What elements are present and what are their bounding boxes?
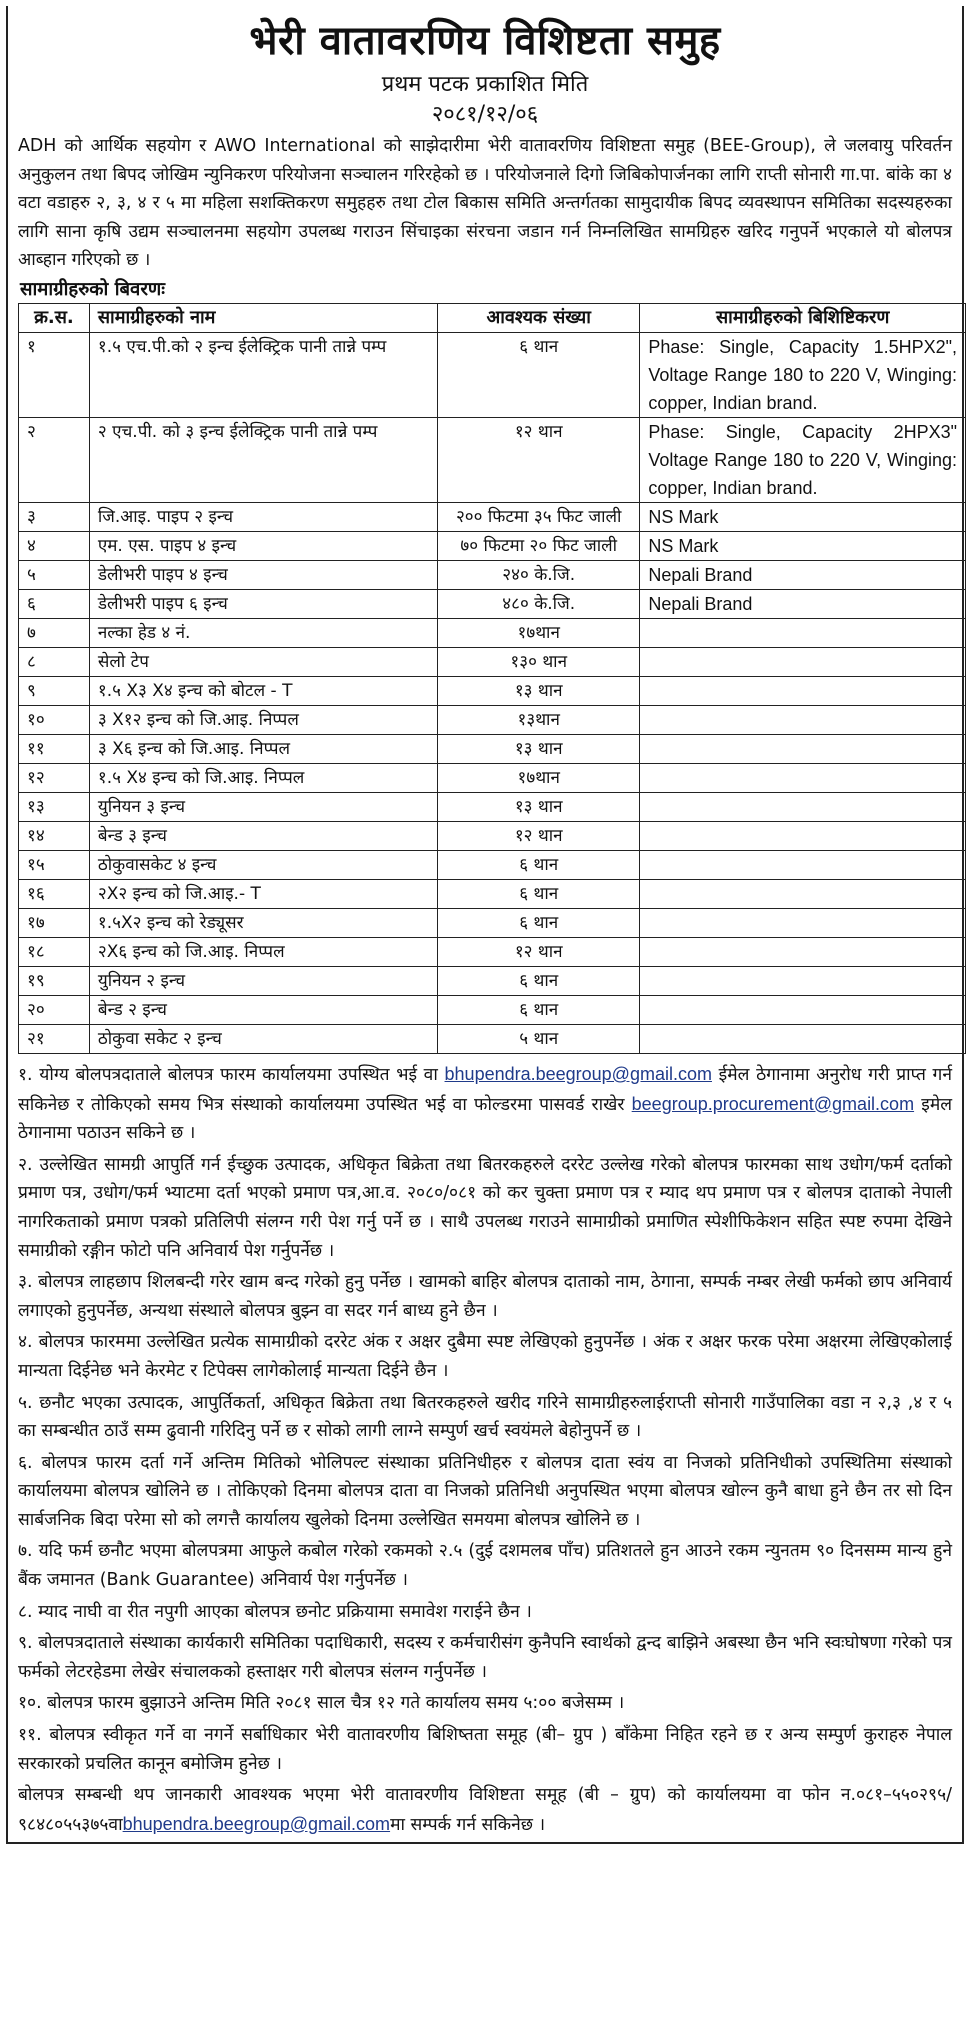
cell-sn: ११ <box>19 734 90 763</box>
cell-item-name: सेलो टेप <box>89 647 437 676</box>
cell-quantity: ६ थान <box>438 332 640 417</box>
cell-quantity: १३० थान <box>438 647 640 676</box>
cell-item-name: ३ X१२ इन्च को जि.आइ. निप्पल <box>89 705 437 734</box>
cell-specification <box>640 1024 966 1053</box>
cell-quantity: १३ थान <box>438 734 640 763</box>
cell-sn: १६ <box>19 879 90 908</box>
cell-sn: १ <box>19 332 90 417</box>
notes-section <box>8 1054 962 1839</box>
table-header-row <box>19 303 966 332</box>
cell-item-name: जि.आइ. पाइप २ इन्च <box>89 502 437 531</box>
cell-sn: १४ <box>19 821 90 850</box>
cell-sn: १३ <box>19 792 90 821</box>
table-row <box>19 821 966 850</box>
table-row <box>19 937 966 966</box>
col-header-qty: आवश्यक संख्या <box>438 303 640 332</box>
cell-sn: १८ <box>19 937 90 966</box>
contact-note <box>18 1781 952 1839</box>
cell-item-name: २X६ इन्च को जि.आइ. निप्पल <box>89 937 437 966</box>
table-row <box>19 763 966 792</box>
note-3: ३. बोलपत्र लाहछाप शिलबन्दी गरेर खाम बन्द गरेको हुनु पर्नेछ । खामको बाहिर बोलपत्र दाताको नाम, ठेगाना, सम्पर्क नम्बर लेखी फर्मको छाप अनिवार्य लगाएको हुनुपर्नेछ, अन्यथा संस्थाले बोलपत्र बुझ्न वा सदर गर्न बाध्य हुने छैन । <box>18 1272 952 1321</box>
email-link-procurement[interactable]: beegroup.procurement@gmail.com <box>631 1093 915 1114</box>
cell-quantity: ६ थान <box>438 995 640 1024</box>
cell-specification <box>640 879 966 908</box>
note-2: २. उल्लेखित सामग्री आपुर्ति गर्न ईच्छुक उत्पादक, अधिकृत बिक्रेता तथा बितरकहरुले दररेट उल्लेख गरेको बोलपत्र फारमका साथ उधोग/फर्म दर्ताको प्रमाण पत्र, उधोग/फर्म भ्याटमा दर्ता भएको प्रमाण पत्र,आ.व. २०८०/०८१ को कर चुक्ता प्रमाण पत्र र म्याद थप प्रमाण पत्र र बोलपत्र दाताको नेपाली नागरिकताको प्रमाण पत्रको प्रतिलिपी संलग्न गरी पेश गर्नु पर्ने छ । साथै उपलब्ध गराउने सामाग्रीको प्रमाणित स्पेशीफिकेशन सहित स्पष्ट रुपमा देखिने समाग्रीको रङ्गीन फोटो पनि अनिवार्य पेश गर्नुपर्नेछ । <box>18 1154 952 1261</box>
cell-quantity: १२ थान <box>438 821 640 850</box>
cell-specification: Phase: Single, Capacity 1.5HPX2", Voltage Range 180 to 220 V, Winging: copper, Indian brand. <box>640 332 966 417</box>
cell-quantity: ७० फिटमा २० फिट जाली <box>438 531 640 560</box>
table-row <box>19 792 966 821</box>
publish-date: २०८१/१२/०६ <box>431 102 539 127</box>
cell-sn: १९ <box>19 966 90 995</box>
cell-item-name: २ एच.पी. को ३ इन्च ईलेक्ट्रिक पानी तान्ने पम्प <box>89 417 437 502</box>
cell-sn: ९ <box>19 676 90 705</box>
cell-quantity: २४० के.जि. <box>438 560 640 589</box>
cell-specification <box>640 995 966 1024</box>
cell-quantity: १२ थान <box>438 417 640 502</box>
cell-item-name: १.५ X३ X४ इन्च को बोटल - T <box>89 676 437 705</box>
cell-quantity: १७थान <box>438 763 640 792</box>
table-row <box>19 560 966 589</box>
cell-sn: १० <box>19 705 90 734</box>
cell-specification <box>640 821 966 850</box>
cell-specification <box>640 734 966 763</box>
cell-quantity: ६ थान <box>438 966 640 995</box>
publish-label: प्रथम पटक प्रकाशित मिति <box>381 72 589 97</box>
cell-quantity: ६ थान <box>438 908 640 937</box>
cell-quantity: १३थान <box>438 705 640 734</box>
cell-specification <box>640 908 966 937</box>
cell-sn: ६ <box>19 589 90 618</box>
table-row <box>19 589 966 618</box>
note-5: ५. छनौट भएका उत्पादक, आपुर्तिकर्ता, अधिकृत बिक्रेता तथा बितरकहरुले खरीद गरिने सामाग्रीहरुलाईराप्ती सोनारी गाउँपालिका वडा न २,३ ,४ र ५ का सम्बन्धीत ठाउँ सम्म ढुवानी गरिदिनु पर्ने छ र सोको लागी लाग्ने सम्पुर्ण खर्च स्वयंमले बेहोनुपर्ने छ । <box>18 1392 952 1442</box>
cell-specification <box>640 937 966 966</box>
note-1-text-c: इमेल ठेगानामा पठाउन सकिने छ । <box>18 1094 953 1144</box>
table-row <box>19 676 966 705</box>
note-6: ६. बोलपत्र फारम दर्ता गर्ने अन्तिम मितिको भोलिपल्ट संस्थाका प्रतिनिधीहरु र बोलपत्र दाता स्वंय वा निजको प्रतिनिधीको उपस्थितिमा संस्थाको कार्यालयमा बोलपत्र खोलिने छ । तोकिएको दिनमा बोलपत्र दाता वा निजको प्रतिनिधी अनुपस्थित भएमा बोलपत्र खोल्न कुनै बाधा हुने छैन तर सो दिन सार्बजनिक बिदा परेमा सो को लगत्तै कार्यालय खुलेको दिनमा उल्लेखित समयमा बोलपत्र खोलिने छ । <box>18 1452 952 1530</box>
cell-item-name: १.५ एच.पी.को २ इन्च ईलेक्ट्रिक पानी तान्ने पम्प <box>89 332 437 417</box>
table-row <box>19 332 966 417</box>
cell-specification: NS Mark <box>640 502 966 531</box>
cell-sn: ४ <box>19 531 90 560</box>
cell-item-name: युनियन ३ इन्च <box>89 792 437 821</box>
cell-sn: २० <box>19 995 90 1024</box>
cell-specification <box>640 676 966 705</box>
cell-specification <box>640 705 966 734</box>
cell-specification <box>640 966 966 995</box>
note-11: ११. बोलपत्र स्वीकृत गर्ने वा नगर्ने सर्बाधिकार भेरी वातावरणीय बिशिष्तता समूह (बी– ग्रुप ) बाँकेमा निहित रहने छ र अन्य सम्पुर्ण कुराहरु नेपाल सरकारको प्रचलित कानून बमोजिम हुनेछ । <box>18 1725 952 1774</box>
cell-item-name: डेलीभरी पाइप ४ इन्च <box>89 560 437 589</box>
note-10: १०. बोलपत्र फारम बुझाउने अन्तिम मिति २०८१ साल चैत्र १२ गते कार्यालय समय ५:०० बजेसम्म । <box>18 1693 625 1714</box>
cell-sn: ७ <box>19 618 90 647</box>
cell-quantity: ५ थान <box>438 1024 640 1053</box>
cell-item-name: डेलीभरी पाइप ६ इन्च <box>89 589 437 618</box>
intro-paragraph: ADH को आर्थिक सहयोग र AWO International को साझेदारीमा भेरी वातावरणिय विशिष्टता समुह (BEE-Group), ले जलवायु परिवर्तन अनुकुलन तथा बिपद जोखिम न्युनिकरण परियोजना सञ्चालन गरिरहेको छ । परियोजनाले दिगो जिबिकोपार्जनका लागि राप्ती सोनारी गा.पा. बांके का ४ वटा वडाहरु २, ३, ४ र ५ मा महिला सशक्तिकरण समुहहरु तथा टोल बिकास समिति अन्तर्गतका सामुदायीक बिपद व्यवस्थापन समितिका सदस्यहरुका लागि साना कृषि उद्यम सञ्चालनमा सहयोग उपलब्ध गराउन सिंचाइका संरचना जडान गर्न निम्नलिखित सामग्रिहरु खरिद गनुपर्ने भएकाले यो बोलपत्र आब्हान गरिएको छ । <box>18 136 952 271</box>
cell-item-name: बेन्ड २ इन्च <box>89 995 437 1024</box>
cell-specification <box>640 850 966 879</box>
cell-quantity: ६ थान <box>438 850 640 879</box>
col-header-name: सामाग्रीहरुको नाम <box>89 303 437 332</box>
table-row <box>19 417 966 502</box>
note-9: ९. बोलपत्रदाताले संस्थाका कार्यकारी समितिका पदाधिकारी, सदस्य र कर्मचारीसंग कुनैपनि स्वार्थको द्वन्द बाझिने अबस्था छैन भनि स्वःघोषणा गरेको पत्र फर्मको लेटरहेडमा लेखेर संचालकको हस्ताक्षर गरी बोलपत्र संलग्न गर्नुपर्नेछ । <box>18 1633 952 1682</box>
cell-specification <box>640 618 966 647</box>
contact-text-a: बोलपत्र सम्बन्धी थप जानकारी आवश्यक भएमा भेरी वातावरणीय विशिष्टता समूह (बी – ग्रुप) को कार्यालयमा वा फोन न.०८१–५५०२९५/ ९८४८०५५३७५वा <box>18 1785 952 1835</box>
note-8: ८. म्याद नाघी वा रीत नपुगी आएका बोलपत्र छनोट प्रक्रियामा समावेश गराईने छैन । <box>18 1601 532 1622</box>
cell-sn: २१ <box>19 1024 90 1053</box>
cell-sn: १५ <box>19 850 90 879</box>
table-row <box>19 879 966 908</box>
items-table-body <box>19 332 966 1053</box>
cell-quantity: १३ थान <box>438 792 640 821</box>
cell-specification: Nepali Brand <box>640 560 966 589</box>
cell-specification <box>640 763 966 792</box>
cell-quantity: ६ थान <box>438 879 640 908</box>
cell-item-name: बेन्ड ३ इन्च <box>89 821 437 850</box>
cell-quantity: १७थान <box>438 618 640 647</box>
table-row <box>19 502 966 531</box>
cell-specification <box>640 792 966 821</box>
page-title: भेरी वातावरणिय विशिष्टता समुह <box>249 17 721 64</box>
cell-item-name: १.५X२ इन्च को रेड्यूसर <box>89 908 437 937</box>
cell-sn: ३ <box>19 502 90 531</box>
cell-specification <box>640 647 966 676</box>
cell-quantity: १२ थान <box>438 937 640 966</box>
table-row <box>19 647 966 676</box>
cell-item-name: २X२ इन्च को जि.आइ.- T <box>89 879 437 908</box>
cell-item-name: ठोकुवा सकेट २ इन्च <box>89 1024 437 1053</box>
table-row <box>19 531 966 560</box>
cell-item-name: ३ X६ इन्च को जि.आइ. निप्पल <box>89 734 437 763</box>
cell-sn: ८ <box>19 647 90 676</box>
note-7: ७. यदि फर्म छनौट भएमा बोलपत्रमा आफुले कबोल गरेको रकमको २.५ (दुई दशमलब पाँच) प्रतिशतले हुन आउने रकम न्युनतम ९० दिनसम्म मान्य हुने बैंक जमानत (Bank Guarantee) अनिवार्य पेश गर्नुपर्नेछ । <box>18 1541 952 1591</box>
cell-specification: Nepali Brand <box>640 589 966 618</box>
table-row <box>19 734 966 763</box>
items-heading: सामाग्रीहरुको बिवरणः <box>20 278 166 300</box>
col-header-sn: क्र.स. <box>19 303 90 332</box>
cell-sn: २ <box>19 417 90 502</box>
cell-item-name: ठोकुवासकेट ४ इन्च <box>89 850 437 879</box>
cell-sn: ५ <box>19 560 90 589</box>
note-1 <box>18 1060 952 1148</box>
cell-specification: NS Mark <box>640 531 966 560</box>
table-row <box>19 705 966 734</box>
table-row <box>19 995 966 1024</box>
note-1-text-a: १. योग्य बोलपत्रदाताले बोलपत्र फारम कार्यालयमा उपस्थित भई वा <box>18 1064 438 1085</box>
cell-quantity: १३ थान <box>438 676 640 705</box>
note-4: ४. बोलपत्र फारममा उल्लेखित प्रत्येक सामाग्रीको दररेट अंक र अक्षर दुबैमा स्पष्ट लेखिएको हुनुपर्नेछ । अंक र अक्षर फरक परेमा अक्षरमा लेखिएकोलाई मान्यता दिईनेछ भने केरमेट र टिपेक्स लागेकोलाई मान्यता दिईने छैन । <box>18 1332 952 1381</box>
cell-sn: १७ <box>19 908 90 937</box>
table-row <box>19 908 966 937</box>
cell-quantity: २०० फिटमा ३५ फिट जाली <box>438 502 640 531</box>
cell-item-name: एम. एस. पाइप ४ इन्च <box>89 531 437 560</box>
cell-item-name: युनियन २ इन्च <box>89 966 437 995</box>
cell-item-name: १.५ X४ इन्च को जि.आइ. निप्पल <box>89 763 437 792</box>
cell-quantity: ४८० के.जि. <box>438 589 640 618</box>
table-row <box>19 1024 966 1053</box>
items-table <box>18 303 966 1054</box>
cell-item-name: नल्का हेड ४ नं. <box>89 618 437 647</box>
email-link-contact[interactable]: bhupendra.beegroup@gmail.com <box>122 1813 391 1834</box>
email-link-bhupendra[interactable]: bhupendra.beegroup@gmail.com <box>444 1063 712 1084</box>
table-row <box>19 618 966 647</box>
cell-specification: Phase: Single, Capacity 2HPX3" Voltage Range 180 to 220 V, Winging: copper, Indian brand. <box>640 417 966 502</box>
contact-text-b: मा सम्पर्क गर्न सकिनेछ । <box>390 1814 546 1835</box>
cell-sn: १२ <box>19 763 90 792</box>
table-row <box>19 966 966 995</box>
table-row <box>19 850 966 879</box>
col-header-spec: सामाग्रीहरुको बिशिष्टिकरण <box>640 303 966 332</box>
note-1-text-b: ईमेल ठेगानामा अनुरोध गरी प्राप्त गर्न सकिनेछ र तोकिएको समय भित्र संस्थाको कार्यालयमा उपस्थित भई वा फोल्डरमा पासवर्ड राखेर <box>18 1064 953 1115</box>
notice-frame <box>6 6 964 1844</box>
